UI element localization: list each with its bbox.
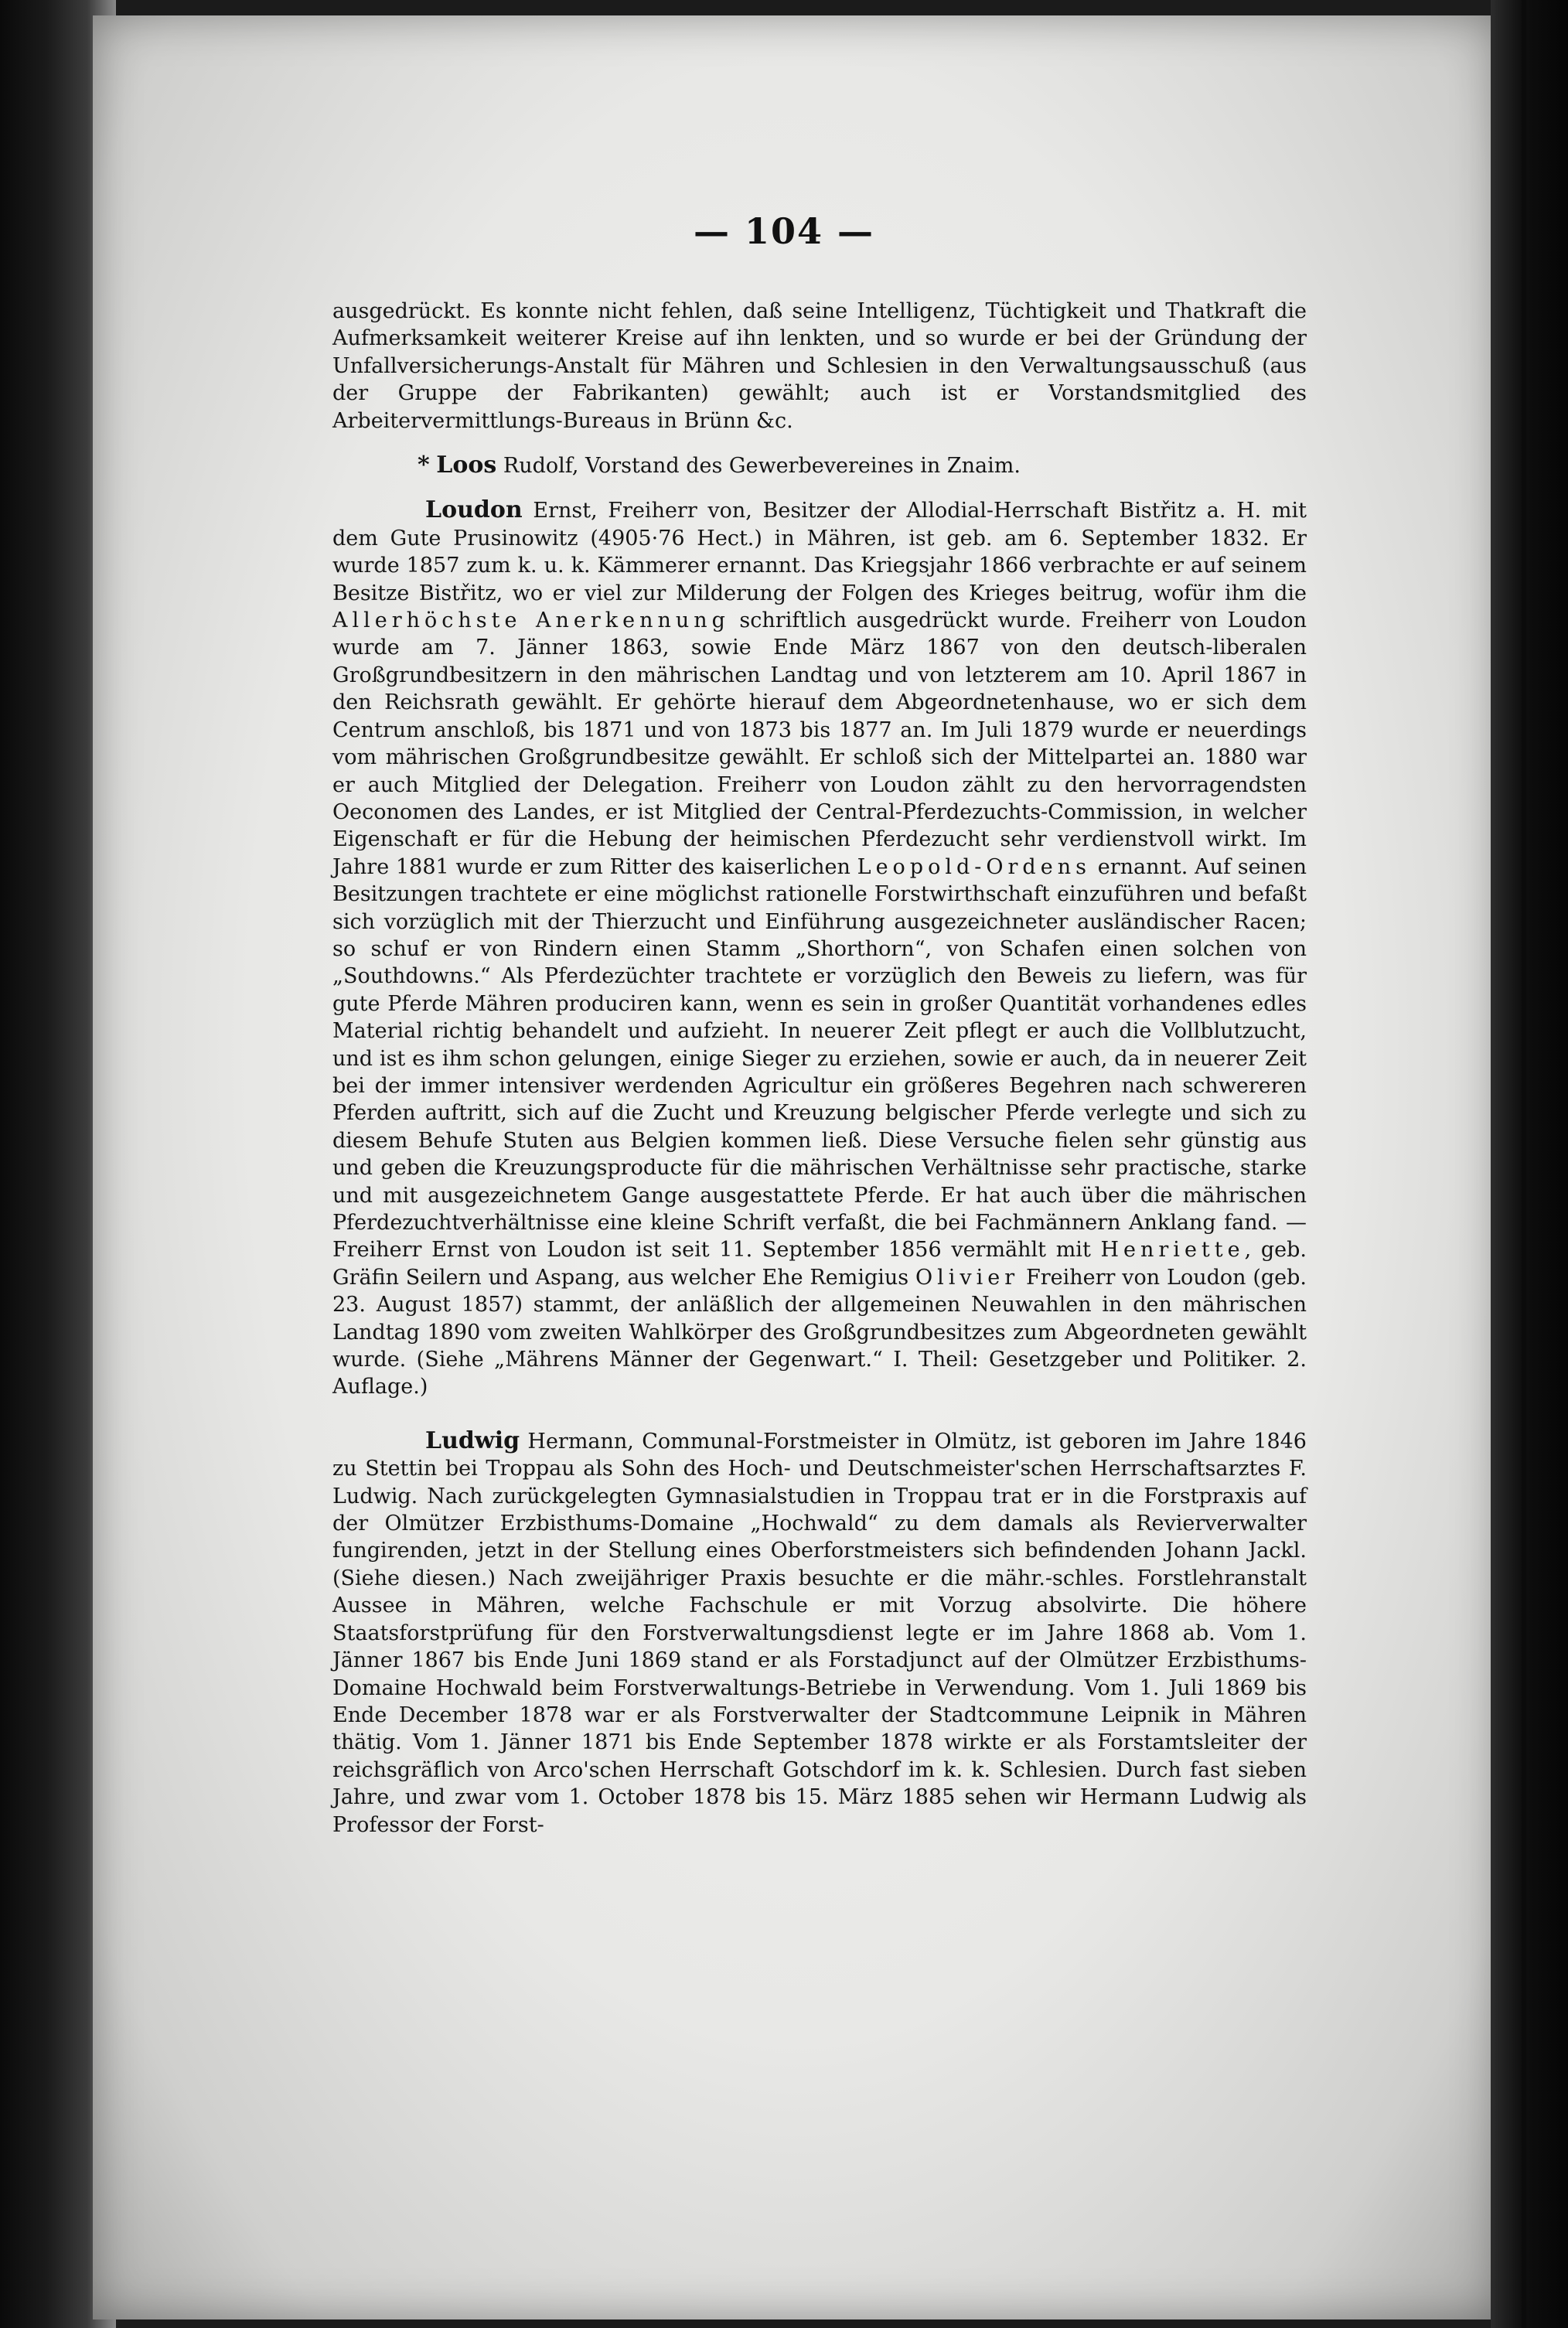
- entry-loudon: [332, 496, 1307, 1400]
- entry-loudon-spaced-3: Henriette: [1100, 1238, 1245, 1263]
- entry-ludwig-name: Ludwig: [425, 1426, 520, 1454]
- entry-loos-name: Loos: [436, 452, 497, 479]
- entry-ludwig-text: Hermann, Communal-Forstmeister in Olmütz, ist geboren im Jahre 1846 zu Stettin bei Troppau als Sohn des Hoch- und Deutschmeister'schen Herrschaftsarztes F. Ludwig. Nach zurückgelegten Gymnasialstudien in Troppau trat er in die Forstpraxis auf der Olmützer Erzbisthums-Domaine „Hochwald“ zu dem damals als Revierverwalter fungirenden, jetzt in der Stellung eines Oberforstmeisters sich befindenden Johann Jackl. (Siehe diesen.) Nach zweijähriger Praxis besuchte er die mähr.-schles. Forstlehranstalt Aussee in Mähren, welche Fachschule er mit Vorzug absolvirte. Die höhere Staatsforstprüfung für den Forstverwaltungsdienst legte er im Jahre 1868 ab. Vom 1. Jänner 1867 bis Ende Juni 1869 stand er als Forstadjunct auf der Olmützer Erzbisthums-Domaine Hochwald beim Forstverwaltungs-Betriebe in Verwendung. Vom 1. Juli 1869 bis Ende December 1878 war er als Forstverwalter der Stadtcommune Leipnik in Mähren thätig. Vom 1. Jänner 1871 bis Ende September 1878 wirkte er als Forstamtsleiter der reichsgräflich von Arco'schen Herrschaft Gotschdorf im k. k. Schlesien. Durch fast sieben Jahre, und zwar vom 1. October 1878 bis 15. März 1885 sehen wir Hermann Ludwig als Professor der Forst-: [332, 1429, 1307, 1837]
- entry-loudon-spaced-1: Allerhöchste Anerkennung: [332, 608, 730, 633]
- page-number: — 104 —: [693, 210, 875, 252]
- entry-loudon-text-2: schriftlich ausgedrückt wurde. Freiherr von Loudon wurde am 7. Jänner 1863, sowie Ende März 1867 von den deutsch-liberalen Großgrundbesitzern in den mährischen Landtag und von letzterem am 10. April 1867 in den Reichsrath gewählt. Er gehörte hierauf dem Abgeordnetenhause, wo er sich dem Centrum anschloß, bis 1871 und von 1873 bis 1877 an. Im Juli 1879 wurde er neuerdings vom mährischen Großgrundbesitze gewählt. Er schloß sich der Mittelpartei an. 1880 war er auch Mitglied der Delegation. Freiherr von Loudon zählt zu den hervorragendsten Oeconomen des Landes, er ist Mitglied der Central-Pferdezuchts-Commission, in welcher Eigenschaft er für die Hebung der heimischen Pferdezucht sehr verdienstvoll wirkt. Im Jahre 1881 wurde er zum Ritter des kaiserlichen: [332, 608, 1307, 879]
- intro-paragraph: ausgedrückt. Es konnte nicht fehlen, daß seine Intelligenz, Tüchtigkeit und Thatkraft die Aufmerksamkeit weiterer Kreise auf ihn lenkten, und so wurde er bei der Gründung der Unfallversicherungs-Anstalt für Mähren und Schlesien in den Verwaltungsausschuß (aus der Gruppe der Fabrikanten) gewählt; auch ist er Vorstandsmitglied des Arbeitervermittlungs-Bureaus in Brünn &c.: [332, 299, 1307, 433]
- entry-ludwig: [332, 1427, 1307, 1839]
- scan-edge-right: [1491, 0, 1568, 2328]
- entry-loudon-text-4: , geb. Gräfin Seilern und Aspang, aus welcher Ehe Remigius: [332, 1238, 1307, 1290]
- entry-loudon-text-3: ernannt. Auf seinen Besitzungen trachtete er eine möglichst rationelle Forstwirthschaft einzuführen und befaßt sich vorzüglich mit der Thierzucht und Einführung ausgezeichneter ausländischer Racen; so schuf er von Rindern einen Stamm „Shorthorn“, von Schafen einen solchen von „Southdowns.“ Als Pferdezüchter trachtete er vorzüglich den Beweis zu liefern, was für gute Pferde Mähren produciren kann, wenn es sein in großer Quantität vorhandenes edles Material richtig behandelt und aufzieht. In neuerer Zeit pflegt er auch die Vollblutzucht, und ist es ihm schon gelungen, einige Sieger zu erziehen, sowie er auch, da in neuerer Zeit bei der immer intensiver werdenden Agricultur ein größeres Begehren nach schwereren Pferden auftritt, sich auf die Zucht und Kreuzung belgischer Pferde verlegte und sich zu diesem Behufe Stuten aus Belgien kommen ließ. Diese Versuche fielen sehr günstig aus und geben die Kreuzungsproducte für die mährischen Verhältnisse sehr practische, starke und mit ausgezeichnetem Gange ausgestattete Pferde. Er hat auch über die mährischen Pferdezuchtverhältnisse eine kleine Schrift verfaßt, die bei Fachmännern Anklang fand. — Freiherr Ernst von Loudon ist seit 11. September 1856 vermählt mit: [332, 854, 1307, 1263]
- entry-loos-text: Rudolf, Vorstand des Gewerbevereines in Znaim.: [496, 454, 1021, 479]
- entry-loos-marker: *: [418, 452, 430, 479]
- entry-loudon-spaced-4: Olivier: [915, 1265, 1020, 1290]
- entry-loudon-text-1: Ernst, Freiherr von, Besitzer der Allodial-Herrschaft Bistřitz a. H. mit dem Gute Prusinowitz (4905·76 Hect.) in Mähren, ist geb. am 6. September 1832. Er wurde 1857 zum k. u. k. Kämmerer ernannt. Das Kriegsjahr 1866 verbrachte er auf seinem Besitze Bistřitz, wo er viel zur Milderung der Folgen des Krieges beitrug, wofür ihm die: [332, 499, 1307, 605]
- page-body: [332, 298, 1307, 1839]
- entry-loudon-spaced-2: Leopold-Ordens: [857, 854, 1091, 879]
- entry-loos: [332, 452, 1307, 479]
- entry-loudon-text-5: Freiherr von Loudon (geb. 23. August 1857) stammt, der anläßlich der allgemeinen Neuwahlen in den mährischen Landtag 1890 vom zweiten Wahlkörper des Großgrundbesitzes zum Abgeordneten gewählt wurde. (Siehe „Mährens Männer der Gegenwart.“ I. Theil: Gesetzgeber und Politiker. 2. Auflage.): [332, 1265, 1307, 1399]
- binding-line: [1522, 0, 1526, 2328]
- entry-loudon-name: Loudon: [425, 496, 523, 524]
